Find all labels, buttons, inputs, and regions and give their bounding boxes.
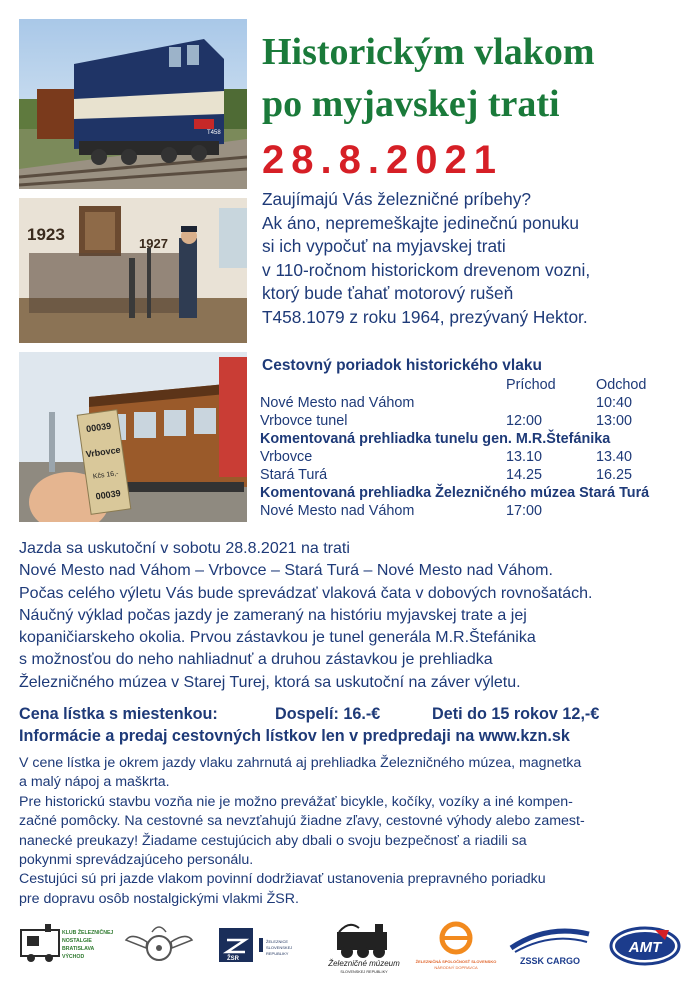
notes-line: začné pomôcky. Na cestovné sa nevzťahujú žiadne zľavy, cestovné výhody alebo zamest- — [19, 813, 585, 830]
departure: 13.40 — [596, 449, 633, 465]
event-date: 28.8.2021 — [262, 138, 503, 182]
ticket-number-bottom: 00039 — [95, 488, 122, 502]
price-label: Cena lístka s miestenkou: — [19, 705, 218, 723]
timetable-note — [260, 430, 700, 448]
station: Vrbovce — [260, 449, 313, 465]
railway-museum-logo — [319, 918, 409, 974]
timetable-row — [260, 448, 700, 466]
museum-logo-text: Železničné múzeum — [328, 959, 400, 968]
departure: 13:00 — [596, 413, 633, 429]
arrival: 17:00 — [506, 503, 543, 519]
intro-line: Zaujímajú Vás železničné príbehy? — [262, 189, 531, 209]
svg-text:BRATISLAVA: BRATISLAVA — [62, 946, 95, 952]
col-departure: Odchod — [596, 377, 647, 393]
timetable-row — [260, 466, 700, 484]
notes-line: V cene lístka je okrem jazdy vlaku zahrnutá aj prehliadka Železničného múzea, magnetka — [19, 755, 582, 771]
svg-text:KLUB ŽELEZNIČNEJ: KLUB ŽELEZNIČNEJ — [62, 930, 114, 936]
notes — [19, 754, 689, 909]
station: Stará Turá — [260, 467, 328, 483]
svg-text:T458: T458 — [207, 130, 221, 136]
intro-text — [262, 188, 692, 329]
timetable-row — [260, 502, 700, 520]
description-line: Náučný výklad počas jazdy je zameraný na históriu myjavskej trate a jej — [19, 606, 527, 624]
zssk-cargo-logo-text: ZSSK CARGO — [519, 956, 581, 966]
zssk-logo-text: ŽELEZNIČNÁ SPOLOČNOSŤ SLOVENSKO — [415, 959, 497, 964]
museum-logo-subtext: SLOVENSKEJ REPUBLIKY — [340, 970, 388, 974]
timetable — [260, 376, 700, 520]
notes-line: a malý nápoj a maškrta. — [19, 774, 170, 791]
description-line: kopaničiarskeho okolia. Prvou zástavkou je tunel generála M.R.Štefánika — [19, 629, 536, 647]
amt-logo — [607, 918, 683, 974]
notes-line: Cestujúci sú pri jazde vlakom povinní dodržiavať ustanovenia prepravného poriadku — [19, 871, 546, 888]
svg-text:NOSTALGIE: NOSTALGIE — [62, 938, 92, 944]
departure: 10:40 — [596, 395, 633, 411]
description — [19, 538, 689, 694]
description-line: s možnosťou do neho nahliadnuť a druhou zástavkou je prehliadka — [19, 651, 493, 669]
svg-text:ŽELEZNICE: ŽELEZNICE — [266, 939, 289, 944]
intro-line: ktorý bude ťahať motorový rušeň — [262, 283, 514, 303]
intro-line: Ak áno, nepremeškajte jedinečnú ponuku — [262, 212, 580, 233]
photo-carriage-ticket — [19, 352, 247, 522]
wall-year-right: 1927 — [139, 236, 168, 251]
title-line-2: po myjavskej trati — [262, 83, 560, 125]
ticket-price: Kčs 16,- — [92, 470, 119, 481]
photo-museum-interior — [19, 198, 247, 343]
timetable-row — [260, 412, 700, 430]
description-line: Nové Mesto nad Váhom – Vrbovce – Stará Turá – Nové Mesto nad Váhom. — [19, 562, 553, 580]
amt-logo-text: AMT — [628, 939, 662, 956]
price-adults: Dospelí: 16.-€ — [275, 705, 381, 723]
sponsor-logos — [19, 918, 689, 974]
intro-line: si ich vypočuť na myjavskej trati — [262, 236, 506, 256]
ticket-info: Informácie a predaj cestovných lístkov len v predpredaji na www.kzn.sk — [19, 727, 570, 745]
kzn-logo — [19, 918, 119, 974]
notes-line: Pre historickú stavbu vozňa nie je možno prevážať bicykle, kočíky, vozíky a iné kompen- — [19, 793, 573, 810]
station: Vrbovce tunel — [260, 413, 348, 429]
departure: 16.25 — [596, 467, 633, 483]
timetable-row — [260, 394, 700, 412]
col-arrival: Príchod — [506, 377, 556, 393]
zssk-logo-subtext: NÁRODNÝ DOPRAVCA — [434, 965, 478, 970]
winged-wheel-logo — [124, 918, 194, 974]
ticket-station: Vrbovce — [85, 444, 122, 460]
description-line: Železničného múzea v Starej Turej, ktorá sa uskutoční na záver výletu. — [19, 673, 521, 691]
svg-text:VÝCHOD: VÝCHOD — [62, 954, 85, 960]
arrival: 13.10 — [506, 449, 543, 465]
svg-text:SLOVENSKEJ: SLOVENSKEJ — [266, 945, 293, 950]
arrival: 14.25 — [506, 467, 543, 483]
title-line-1: Historickým vlakom — [262, 31, 595, 73]
description-line: Jazda sa uskutoční v sobotu 28.8.2021 na trati — [19, 540, 350, 557]
intro-line: T458.1079 z roku 1964, prezývaný Hektor. — [262, 306, 588, 327]
station: Nové Mesto nad Váhom — [260, 503, 415, 519]
notes-line: pokynmi sprevádzajúceho personálu. — [19, 852, 254, 869]
photo-locomotive — [19, 19, 247, 189]
zsr-logo — [219, 918, 299, 974]
intro-line: v 110-ročnom historickom drevenom vozni, — [262, 259, 591, 280]
svg-text:REPUBLIKY: REPUBLIKY — [266, 951, 289, 956]
zssk-logo — [414, 918, 499, 974]
wall-year-left: 1923 — [27, 225, 65, 244]
note: Komentovaná prehliadka tunelu gen. M.R.Štefánika — [260, 431, 611, 447]
price-block — [19, 703, 689, 747]
arrival: 12:00 — [506, 413, 543, 429]
notes-line: nanecké preukazy! Žiadame cestujúcich aby dbali o svoju bezpečnosť a riadili sa — [19, 832, 527, 849]
notes-line: pre dopravu osôb nostalgickými vlakmi ŽSR. — [19, 890, 299, 907]
svg-text:ŽSR: ŽSR — [227, 956, 239, 962]
timetable-header — [260, 376, 700, 394]
station: Nové Mesto nad Váhom — [260, 395, 415, 411]
timetable-title: Cestovný poriadok historického vlaku — [262, 357, 542, 374]
timetable-note — [260, 484, 700, 502]
ticket-number-top: 00039 — [85, 420, 112, 435]
zssk-cargo-logo — [507, 918, 593, 974]
price-children: Deti do 15 rokov 12,-€ — [432, 705, 600, 723]
note: Komentovaná prehliadka Železničného múzea Stará Turá — [260, 485, 650, 501]
description-line: Počas celého výletu Vás bude sprevádzať vlaková čata v dobových rovnošatách. — [19, 584, 593, 602]
